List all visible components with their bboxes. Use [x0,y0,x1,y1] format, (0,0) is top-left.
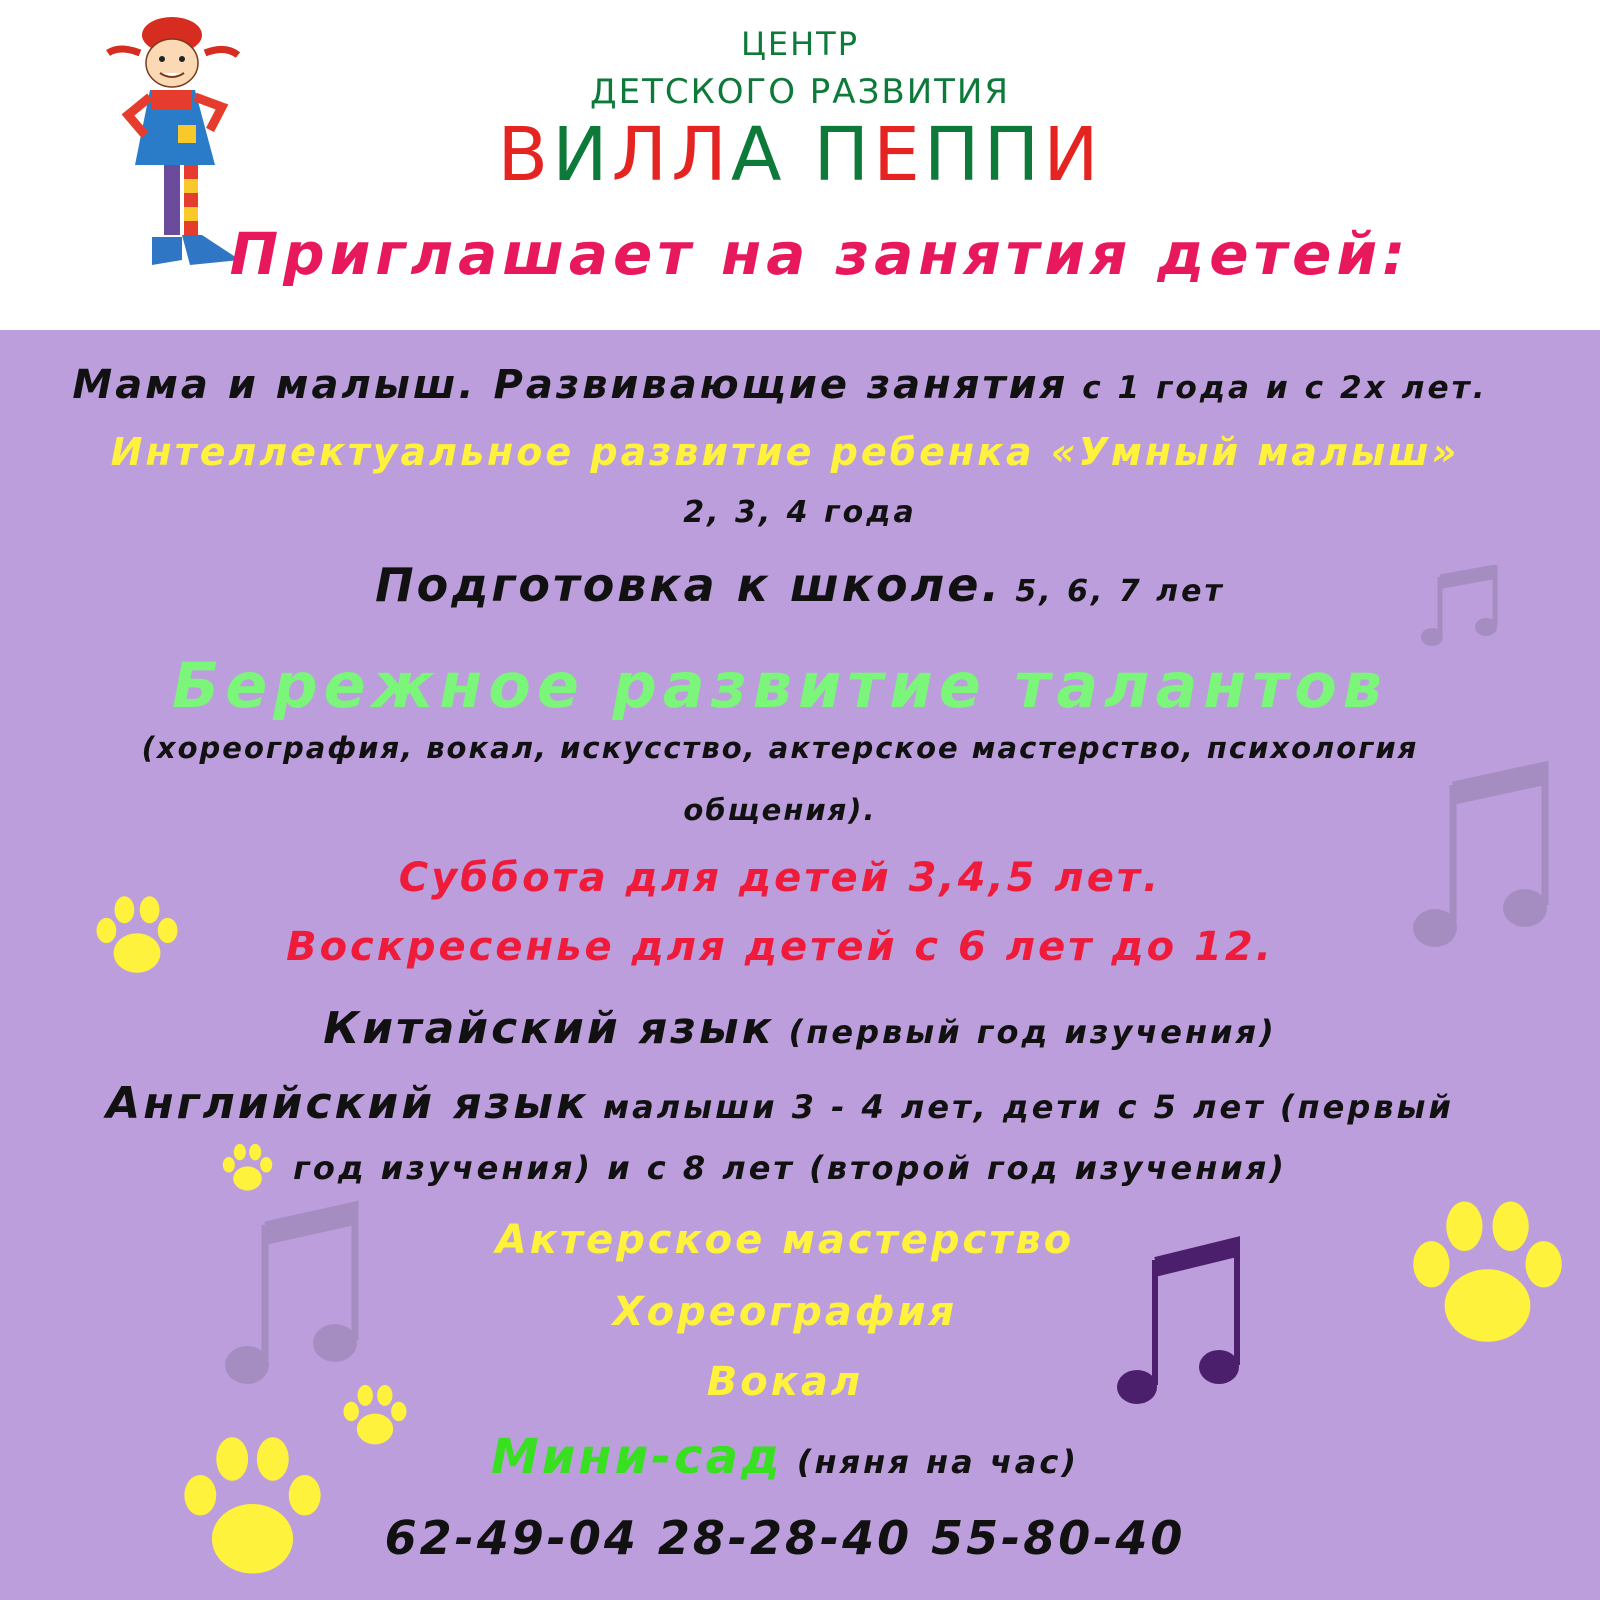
mini-sad-title: Мини-сад [491,1429,783,1485]
brand-letter: П [983,112,1044,198]
brand-letter: И [1043,112,1103,198]
chinese-description: (первый год изучения) [774,1013,1277,1051]
mini-sad-description: (няня на час) [782,1443,1079,1481]
sunday-schedule: Воскресенье для детей с 6 лет до 12. [286,924,1274,970]
brand-letter: П [813,112,874,198]
center-subtitle: ДЕТСКОГО РАЗВИТИЯ [590,72,1010,112]
saturday-schedule: Суббота для детей 3,4,5 лет. [398,855,1162,901]
center-label: ЦЕНТР [741,25,859,63]
english-description-line2: год изучения) и с 8 лет (второй год изучения) [293,1149,1287,1187]
mama-malysh-title: Мама и малыш. Развивающие занятия [72,362,1069,408]
talents-description-line1: (хореография, вокал, искусство, актерское мастерство, психология [141,731,1419,765]
chinese-title: Китайский язык [323,1003,775,1054]
classes-panel [0,330,1600,1600]
vocal-class: Вокал [706,1359,864,1405]
invite-heading: Приглашает на занятия детей: [229,220,1411,288]
acting-class: Актерское мастерство [495,1217,1075,1263]
school-prep-line [0,558,1600,612]
brand-letter: В [497,112,553,198]
brand-letter: Л [611,112,672,198]
mama-malysh-line [0,362,1580,408]
english-description: малыши 3 - 4 лет, дети с 5 лет (первый [588,1088,1454,1126]
school-prep-age: 5, 6, 7 лет [1001,574,1225,609]
brand-letter: П [923,112,984,198]
intellect-title: Интеллектуальное развитие ребенка «Умный малыш» [110,430,1460,474]
mini-sad-line [0,1429,1585,1485]
mama-malysh-age: с 1 года и с 2х лет. [1068,370,1488,406]
chinese-line [0,1003,1600,1054]
choreography-class: Хореография [612,1289,958,1335]
talents-title: Бережное развитие талантов [171,649,1389,722]
brand-letter: И [552,112,612,198]
phone-numbers: 62-49-04 28-28-40 55-80-40 [384,1511,1186,1565]
brand-letter: Л [671,112,731,198]
school-prep-title: Подготовка к школе. [375,558,1002,612]
english-line [0,1078,1580,1129]
brand-letter: Е [873,112,924,198]
talents-description-line2: общения). [683,793,877,827]
intellect-age: 2, 3, 4 года [683,495,917,530]
brand-name [0,112,1600,198]
brand-letter: А [730,112,786,198]
header [0,0,1600,330]
english-title: Английский язык [106,1078,589,1129]
